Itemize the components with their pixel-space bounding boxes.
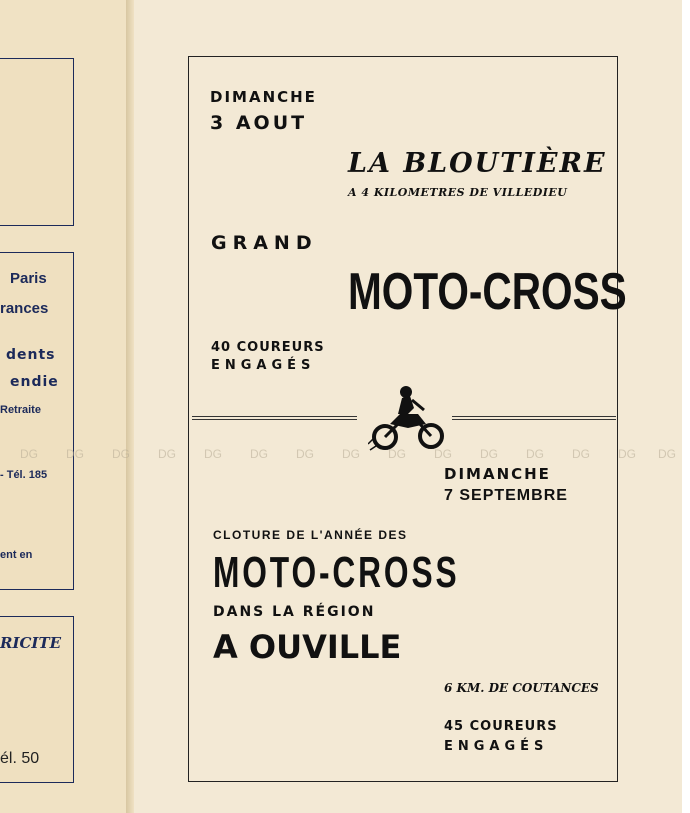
divider-left [192,416,357,420]
page-fold [126,0,134,813]
page-edge [682,0,690,813]
left-page [0,0,128,813]
left-text-ricite: RICITE [0,634,62,652]
event1-place: LA BLOUTIÈRE [348,148,607,179]
watermark-11: DG [480,447,498,461]
event2-date: 7 SEPTEMBRE [444,487,568,504]
left-text-dents: dents [6,347,56,363]
left-box-1 [0,58,74,226]
left-text-paris: Paris [10,270,47,287]
watermark-12: DG [526,447,544,461]
event2-day: DIMANCHE [444,465,551,483]
watermark-1: DG [20,447,38,461]
watermark-10: DG [434,447,452,461]
watermark-8: DG [342,447,360,461]
left-text-endie: endie [10,374,59,390]
event2-line1: CLOTURE DE L'ANNÉE DES [213,528,408,542]
event2-riders-2: ENGAGÉS [444,739,549,754]
motorcycle-rider-icon [368,384,448,454]
watermark-4: DG [158,447,176,461]
event1-date: 3 AOUT [210,112,308,134]
watermark-6: DG [250,447,268,461]
event1-riders-1: 40 COUREURS [211,340,325,355]
left-text-tel-50: él. 50 [0,750,40,767]
watermark-15: DG [658,447,676,461]
event2-line2: DANS LA RÉGION [213,604,376,620]
watermark-7: DG [296,447,314,461]
watermark-3: DG [112,447,130,461]
event2-title: MOTO-CROSS [213,548,460,597]
watermark-5: DG [204,447,222,461]
event2-place: A OUVILLE [213,628,402,666]
watermark-14: DG [618,447,636,461]
left-text-retraite: Retraite [0,404,41,416]
event1-grand: GRAND [211,232,318,254]
event2-riders-1: 45 COUREURS [444,719,558,734]
event1-day: DIMANCHE [210,88,317,106]
event1-distance: A 4 KILOMETRES DE VILLEDIEU [348,186,568,199]
event1-riders-2: ENGAGÉS [211,358,316,373]
watermark-13: DG [572,447,590,461]
left-text-tel-185: - Tél. 185 [0,469,48,481]
watermark-2: DG [66,447,84,461]
event2-distance: 6 KM. DE COUTANCES [444,681,599,695]
divider-right [452,416,616,420]
watermark-9: DG [388,447,406,461]
event1-title: MOTO-CROSS [348,263,627,321]
left-text-rances: rances [0,300,49,317]
left-text-ent-en: ent en [0,549,33,561]
